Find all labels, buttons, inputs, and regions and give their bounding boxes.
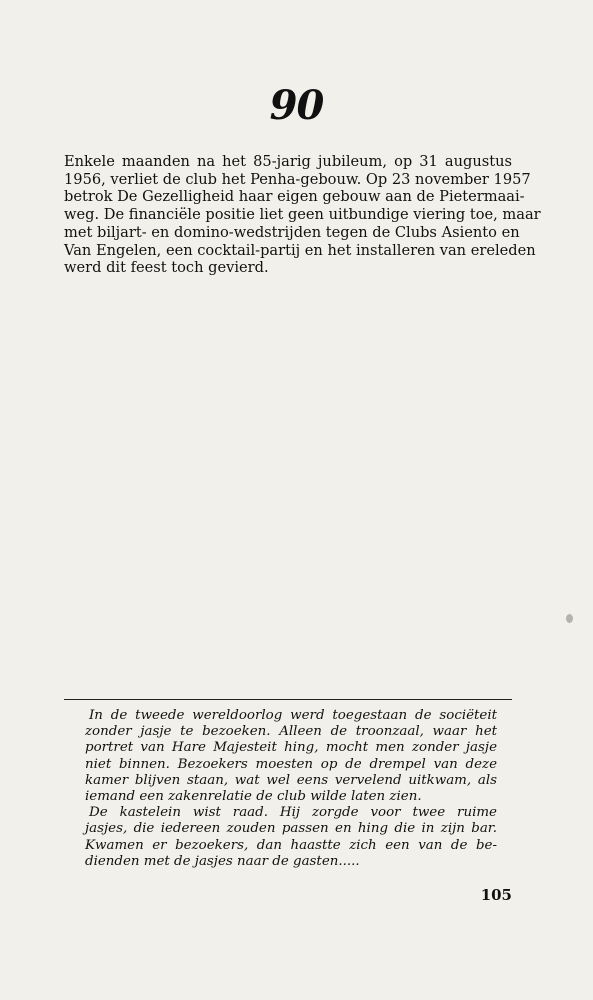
note-paragraph-1 [85,708,497,805]
anecdote-note [85,708,497,870]
note-line: zonder jasje te bezoeken. Alleen de troonzaal, waar het [85,724,497,740]
text-line: werd dit feest toch gevierd. [64,259,269,277]
footnote-divider [64,699,512,700]
note-line: dienden met de jasjes naar de gasten..... [85,853,360,869]
text-line: 1956, verliet de club het Penha-gebouw. Op 23 november 1957 [64,170,531,188]
note-line: niet binnen. Bezoekers moesten op de drempel van deze [85,756,497,772]
text-line: Van Engelen, een cocktail-partij en het installeren van ereleden [64,241,536,259]
note-line: jasjes, die iedereen zouden passen en hing die in zijn bar. [85,821,497,837]
note-line: Kwamen er bezoekers, dan haastte zich een van de be- [85,837,497,853]
note-line: portret van Hare Majesteit hing, mocht men zonder jasje [85,740,497,756]
note-line: De kastelein wist raad. Hij zorgde voor twee ruime [89,805,497,821]
note-paragraph-2 [85,805,497,870]
text-line: met biljart- en domino-wedstrijden tegen de Clubs Asiento en [64,223,520,241]
note-line: In de tweede wereldoorlog werd toegestaan de sociëteit [89,708,497,723]
note-line: iemand een zakenrelatie de club wilde laten zien. [85,789,422,805]
text-line: betrok De Gezelligheid haar eigen gebouw aan de Pietermaai- [64,188,525,206]
text-line: Enkele maanden na het 85-jarig jubileum, op 31 augustus [64,153,512,170]
print-speck [566,614,573,623]
page-number: 105 [480,886,512,904]
main-paragraph [64,153,541,277]
text-line: weg. De financiële positie liet geen uitbundige viering toe, maar [64,206,541,224]
chapter-number: 90 [269,82,324,129]
note-line: kamer blijven staan, wat wel eens vervelend uitkwam, als [85,772,497,788]
